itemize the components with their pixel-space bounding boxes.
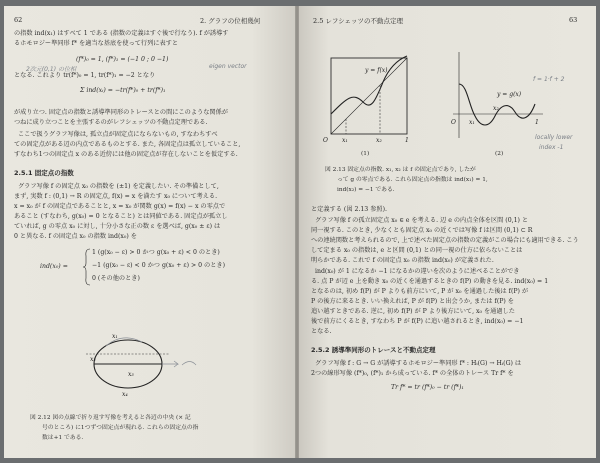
curve-label: y = f(x) — [365, 67, 388, 74]
index-case: −1 (g(x₀ − ε) < 0 かつ g(x₀ + ε) > 0 のとき) — [92, 262, 226, 269]
subsection-title: 2.5.2 誘導準同形のトレースと不動点定理 — [311, 346, 436, 354]
figure-caption: 図 2.12 図の点線で折り返す写像を考えると各辺の中央 (× 記 — [30, 415, 191, 421]
figure-label: x₃ — [128, 371, 134, 378]
page-number-right: 63 — [569, 16, 578, 24]
left-page — [4, 6, 295, 458]
text-line: となる. これより tr(f*)₀ = 1, tr(f*)₁ = −2 となり — [14, 72, 156, 79]
index-case: 1 (g(x₀ − ε) > 0 かつ g(x₀ + ε) < 0 のとき) — [92, 249, 220, 256]
text-line: グラフ写像 f の固定点 x₀ の指数を (±1) を定義したい. その準備として, — [18, 183, 219, 190]
text-line: ind(x₀) が 1 になるか −1 になるかの違いを次のように述べることができ — [315, 268, 520, 275]
text-line: ていれば, g の零点 x₀ に対し, 十分小さな正の数 ε を選べば, g(x₀ ± ε) は — [14, 223, 221, 230]
text-line: つねに成り立つことを主張するのがレフシェッツの不動点定理である. — [14, 119, 208, 126]
tick-label: 1 — [535, 119, 539, 126]
text-line: が成り立つ. 固定点の指数と誘導準同形のトレースとの間にこのような関係が — [14, 109, 228, 116]
trace-equation: Σ ind(xᵢ) = −tr(f*)₀ + tr(f*)₁ — [80, 87, 166, 94]
figure-caption: 図 2.13 固定点の指数. x₁, x₂ は f の固定点であり, したが — [325, 167, 476, 173]
running-head-left: 2. グラフの位相幾何 — [200, 17, 261, 25]
text-line: して定まる x₀ の指数は, e と区間 (0,1) との同一視の仕方に依らないことは — [311, 247, 523, 254]
text-line: 同一視する. このとき, 少なくとも固定点 x₀ の近くでは写像 f は区間 (0,1) ⊂ R — [311, 227, 533, 234]
figure-caption: 号のところ) に1つずつ固定点が現れる. これらの固定点の指 — [42, 425, 199, 431]
text-line: となるのは, 初め f(P) が P よりも前方にいて, P が x₀ を通過した後は f(P) が — [311, 288, 529, 295]
right-page — [299, 6, 596, 458]
text-line: 明らかである. これで f の固定点 x₀ の指数 ind(x₀) が定義された. — [311, 257, 494, 264]
text-line: 0 と異なる. f の固定点 x₀ の指数 ind(x₀) を — [14, 233, 137, 240]
pencil-note: locally lower — [535, 134, 573, 141]
text-line: まず, 実数 f : (0,1) → R の固定点, f(x) = x を満たす x₀ について考える. — [14, 193, 218, 200]
index-case: 0 (その他のとき) — [92, 275, 140, 282]
page-number-left: 62 — [14, 16, 23, 24]
text-line: x = x₀ が f の固定点であることと, x = x₀ が関数 g(x) = f(x) − x の零点で — [14, 203, 226, 210]
pencil-note: eigen vector — [209, 63, 247, 70]
figure-caption: 数は+1 である. — [42, 435, 84, 441]
figure-label: x₂ — [90, 356, 96, 363]
text-line: 後で前方にくるとき, すなわち P が f(P) に追い越されるとき, ind(x₀) = −1 — [311, 318, 524, 325]
tick-label: x₂ — [493, 105, 499, 112]
subsection-title: 2.5.1 固定点の指数 — [14, 169, 74, 177]
pencil-note: index -1 — [539, 144, 564, 151]
origin-label: O — [323, 137, 328, 144]
graph-fixed-points — [323, 44, 413, 144]
tick-label: 1 — [405, 137, 409, 144]
text-line: P の後方に来るとき. いい換えれば, P が f(P) と出会うか, または f(P) を — [311, 298, 514, 305]
figure-label: x₄ — [122, 391, 128, 398]
graph-sublabel: (1) — [361, 151, 370, 157]
curve-label: y = g(x) — [497, 91, 522, 98]
text-line: る. 点 P が辺 e 上を動き x₀ の近くを通過するときの f(P) の動きを見る. ind(x₀) = 1 — [311, 278, 549, 285]
tick-label: x₁ — [469, 119, 475, 126]
text-line: の指数 ind(x₁) はすべて 1 である (指数の定義はすぐ後で行なう). f が誘導す — [14, 30, 229, 37]
tick-label: x₁ — [342, 137, 348, 144]
text-line: への連続関数と考えられるので, 上で述べた固定点の指数の定義がこの場合にも適用できる. こう — [311, 237, 579, 244]
running-head-right: 2.5 レフシェッツの不動点定理 — [313, 17, 404, 25]
figure-label: x₁ — [112, 333, 118, 340]
matrix-equation: (f*)₀ = 1, (f*)₁ = (−1 0 ; 0 −1) — [76, 56, 169, 63]
text-line: グラフ写像 f の孤立固定点 x₀ ∈ e を考える. 辺 e の内点全体を区間 (0,1) と — [315, 217, 529, 224]
text-line: すなわち1つの固定点 x のある近傍には他の固定点が存在しないことを仮定する. — [14, 151, 238, 158]
graph-sublabel: (2) — [495, 151, 504, 157]
text-line: るホモロジー準同形 f* を適当な基底を使って行列に表すと — [14, 40, 179, 47]
text-line: ここで扱うグラフ写像は, 孤立点が固定点にならないもの, すなわちすべ — [18, 131, 218, 138]
index-definition-lhs: ind(x₀) = — [40, 263, 68, 270]
trace-definition: Tr f* = tr (f*)₀ − tr (f*)₁ — [391, 384, 464, 391]
figure-caption: ind(x₂) = −1 である. — [337, 187, 395, 193]
text-line: となる. — [311, 328, 332, 335]
text-line: あること (すなわち, g(x₀) = 0 となること) とは同値である. 固定点が孤立し — [14, 213, 228, 220]
text-line: と定義する (図 2.13 参照). — [311, 206, 387, 213]
text-line: ての固定点がある辺の内点であるものとする. また, 各固定点は孤立していること, — [14, 141, 241, 148]
pencil-note: f = 1·f + 2 — [533, 76, 565, 83]
graph-zeros — [451, 44, 547, 144]
pencil-note: 2次元(0,1) の位相 — [26, 66, 76, 73]
tick-label: x₂ — [376, 137, 382, 144]
origin-label: O — [451, 119, 456, 126]
text-line: 追い越すときである. 逆に, 初め f(P) が P より後方にいて, x₀ を通過した — [311, 308, 515, 315]
figure-2-12 — [82, 324, 222, 402]
text-line: グラフ写像 f : G → G が誘導するホモロジー準同形 f* : Hᵢ(G) → Hᵢ(G) は — [315, 360, 522, 367]
text-line: 2つの線形写像 (f*)₀, (f*)₁ から成っている. f* の全体のトレース Tr f* を — [311, 370, 514, 377]
cases-brace — [82, 248, 92, 286]
figure-caption: って g の零点である. これら固定点の指数は ind(x₁) = 1, — [337, 177, 488, 183]
